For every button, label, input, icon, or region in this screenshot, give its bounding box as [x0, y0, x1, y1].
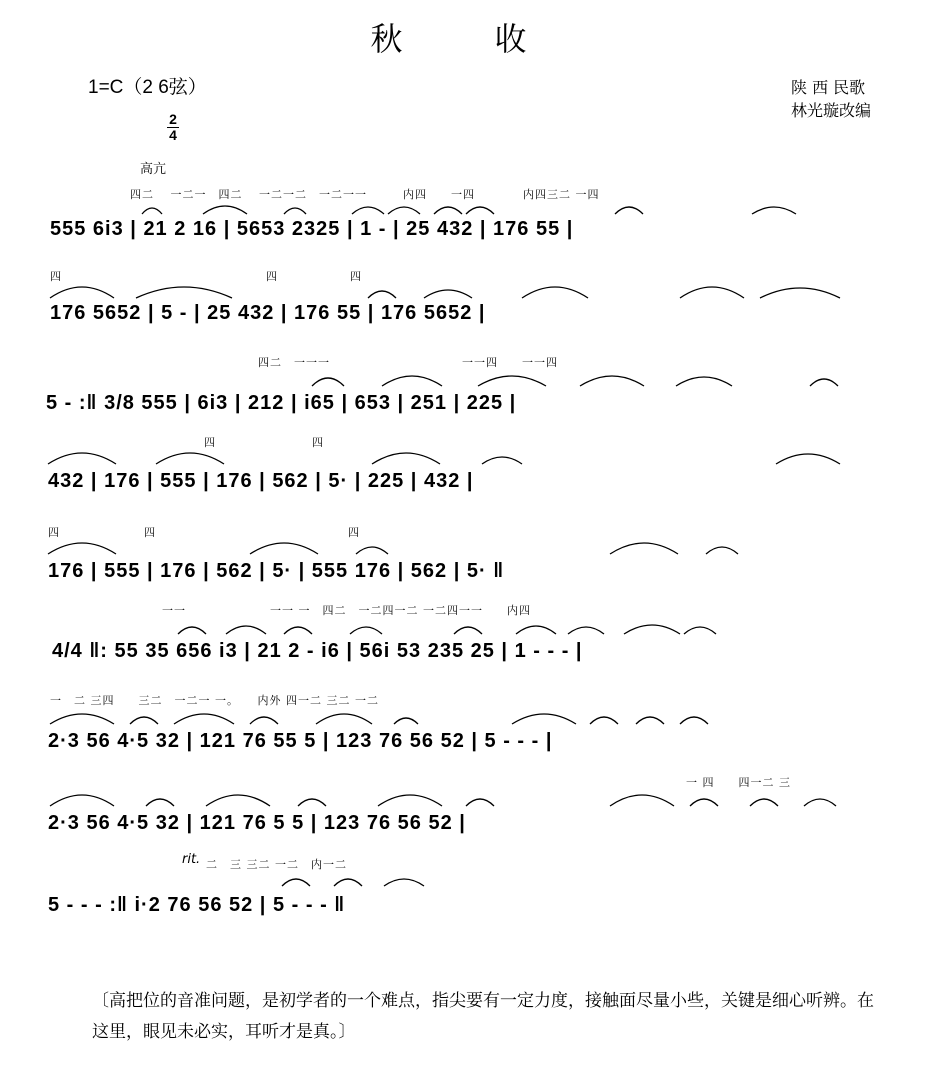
- time-signature-bottom: 4: [169, 127, 177, 143]
- fingering-row: 二 三 三二 一二 内一二: [206, 858, 347, 871]
- staff-line-1: [0, 180, 927, 272]
- notes-row: 2·3 56 4·5 32 | 121 76 55 5 | 123 76 56 52 | 5 - - - |: [48, 730, 553, 752]
- fingering-row: 一 二 三四 三二 一二一 一。 内外 四一二 三二 一二: [50, 694, 379, 707]
- key-signature: 1=C（2 6弦）: [88, 77, 207, 98]
- staff-line-6: [0, 598, 927, 690]
- footnote: 〔高把位的音准问题，是初学者的一个难点，指尖要有一定力度，接触面尽量小些，关键是细心听辨。在这里，眼见未必实，耳听才是真。〕: [92, 991, 874, 1042]
- credits: [791, 76, 871, 122]
- staff-line-8: [0, 770, 927, 862]
- fingering-row: 四 四 四: [50, 270, 362, 283]
- credit-origin: 陕 西 民歌: [790, 78, 866, 97]
- staff-line-5: [0, 518, 927, 610]
- fingering-row: 四 四 四: [48, 526, 360, 539]
- time-signature: [166, 112, 180, 143]
- fingering-row: 一一 一一 一 四二 一二四一二 一二四一一 内四: [150, 604, 531, 617]
- notes-row: 5 - :‖ 3/8 555 | 6i3 | 212 | i65 | 653 | 251 | 225 |: [46, 392, 517, 414]
- staff-line-9: [0, 852, 927, 944]
- fingering-row: 四二 一二一 四二 一二一二 一二一一 内四 一四 内四三二 一四: [130, 188, 600, 201]
- rit-marking: rit.: [182, 852, 201, 867]
- notes-row: 176 5652 | 5 - | 25 432 | 176 55 | 176 5652 |: [50, 302, 486, 324]
- notes-row: 555 6i3 | 21 2 16 | 5653 2325 | 1 - | 25 432 | 176 55 |: [50, 218, 574, 240]
- notes-row: 2·3 56 4·5 32 | 121 76 5 5 | 123 76 56 52 |: [48, 812, 466, 834]
- tempo-marking: 高亢: [140, 162, 167, 177]
- staff-line-2: [0, 262, 927, 354]
- staff-line-7: [0, 690, 927, 782]
- notes-row: 4/4 ‖: 55 35 656 i3 | 21 2 - i6 | 56i 53 235 25 | 1 - - - |: [52, 640, 583, 662]
- fingering-row: 四 四: [156, 436, 324, 449]
- notes-row: 176 | 555 | 176 | 562 | 5· | 555 176 | 562 | 5· ‖: [48, 560, 505, 582]
- notes-row: 432 | 176 | 555 | 176 | 562 | 5· | 225 | 432 |: [48, 470, 474, 492]
- fingering-row: 四二 一一一 一一四 一一四: [150, 356, 558, 369]
- credit-arranger: 林光璇改编: [790, 101, 871, 120]
- staff-line-4: [0, 428, 927, 520]
- fingering-row: 一 四 四一二 三: [506, 776, 791, 789]
- notes-row: 5 - - - :‖ i·2 76 56 52 | 5 - - - ‖: [48, 894, 346, 916]
- page-title: 秋 收: [370, 20, 557, 58]
- time-signature-top: 2: [169, 111, 177, 127]
